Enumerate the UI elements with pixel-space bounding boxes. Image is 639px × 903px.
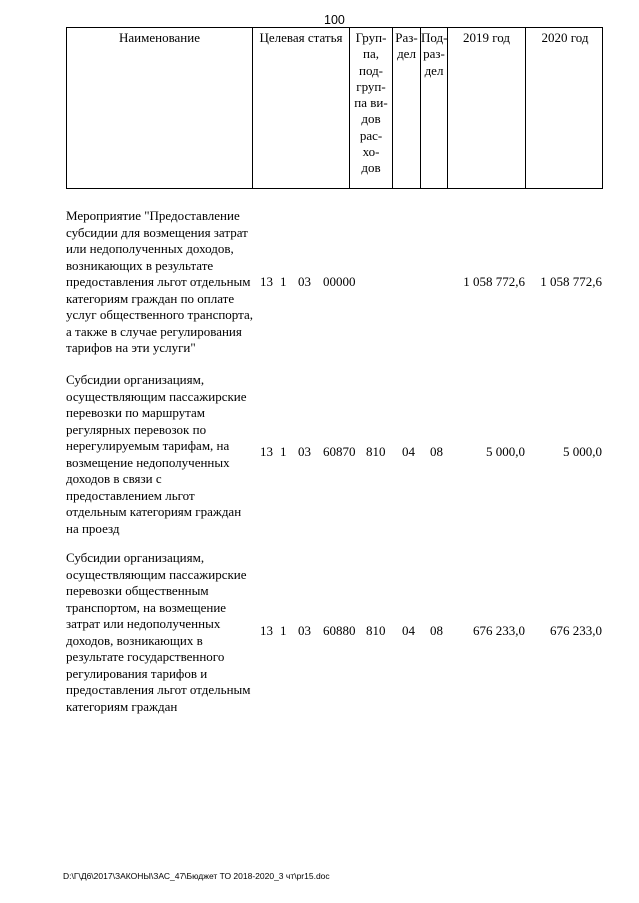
code-main-event: 03 xyxy=(298,623,311,638)
code-expense-group: 810 xyxy=(366,444,386,459)
value-2019: 5 000,0 xyxy=(486,444,525,459)
code-program: 13 xyxy=(260,623,273,638)
row-description: Субсидии организациям, осуществляющим пассажирские перевозки общественным транспортом, на возмещение затрат или недополученных доходов, возникающих в результате государственного регулирования тарифов и предоставления льгот отдельным категориям граждан xyxy=(66,550,251,714)
row-description: Мероприятие "Предоставление субсидии для возмещения затрат или недополученных доходов, возникающих в результате предоставления льгот отдельным категориям граждан по оплате услуг общественного транспорта, а также в случае регулирования тарифов на эти услуги" xyxy=(66,208,253,355)
header-section: Раз- дел xyxy=(393,28,421,188)
header-name: Наименование xyxy=(67,28,253,188)
value-2019: 676 233,0 xyxy=(473,623,525,638)
file-path-footer: D:\Г\Д6\2017\ЗАКОНЫ\ЗАС_47\Бюджет ТО 2018-2020_3 чт\pr15.doc xyxy=(63,871,330,881)
header-year-2020: 2020 год xyxy=(541,30,589,45)
code-main-event: 03 xyxy=(298,274,311,289)
row-description: Субсидии организациям, осуществляющим пассажирские перевозки по маршрутам регулярных перевозок по нерегулируемым тарифам, на возмещение недополученных доходов в связи с предоставлением льгот отдельным категориям граждан на проезд xyxy=(66,372,247,536)
header-year-2019: 2019 год xyxy=(448,28,526,188)
code-subprogram: 1 xyxy=(280,623,287,638)
code-expense-group: 810 xyxy=(366,623,386,638)
code-subsection: 08 xyxy=(430,444,443,459)
value-2020: 1 058 772,6 xyxy=(540,274,602,289)
code-direction: 00000 xyxy=(323,274,356,289)
header-target-article: Целевая статья xyxy=(253,28,350,188)
code-direction: 60870 xyxy=(323,444,356,459)
code-subprogram: 1 xyxy=(280,274,287,289)
value-2020: 676 233,0 xyxy=(550,623,602,638)
header-subsection: Под- раз- дел xyxy=(421,28,448,188)
table-header xyxy=(66,27,603,189)
code-section: 04 xyxy=(402,623,415,638)
header-expense-group: Груп- па, под- груп- па ви- дов рас- хо- дов xyxy=(350,28,393,188)
code-program: 13 xyxy=(260,444,273,459)
value-2019: 1 058 772,6 xyxy=(463,274,525,289)
code-main-event: 03 xyxy=(298,444,311,459)
code-direction: 60880 xyxy=(323,623,356,638)
value-2020: 5 000,0 xyxy=(563,444,602,459)
code-program: 13 xyxy=(260,274,273,289)
code-section: 04 xyxy=(402,444,415,459)
code-subsection: 08 xyxy=(430,623,443,638)
code-subprogram: 1 xyxy=(280,444,287,459)
page-number: 100 xyxy=(324,13,345,27)
